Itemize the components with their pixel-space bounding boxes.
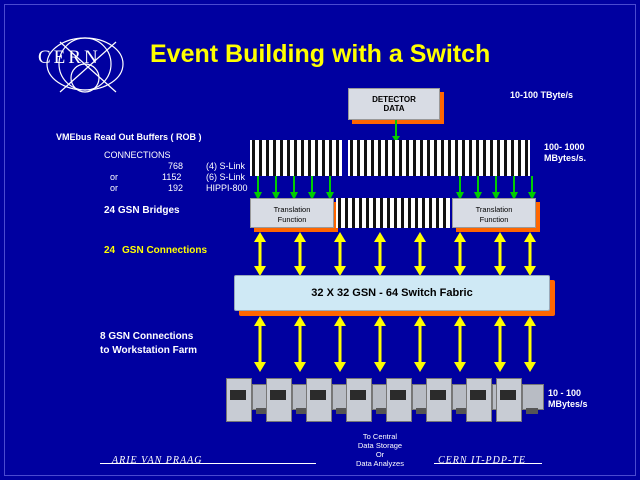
farm-label-line1: 8 GSN Connections (100, 331, 194, 342)
connections-link-1: (6) S-Link (206, 172, 246, 182)
cern-logo-icon (30, 34, 140, 104)
rob-label: VMEbus Read Out Buffers ( ROB ) (56, 132, 202, 142)
switch-to-farm-arrows (230, 312, 560, 374)
connections-title: CONNECTIONS (104, 150, 171, 160)
rob-bank-right (348, 140, 530, 176)
rate-bottom-line2: MBytes/s (548, 399, 588, 409)
translation-left-line1: Translation (273, 205, 311, 214)
translation-right-line1: Translation (475, 205, 513, 214)
workstation-8 (496, 374, 546, 422)
central-storage-line-3: Or (375, 450, 385, 459)
rate-mid-line2: MBytes/s. (544, 153, 587, 163)
footer-org: CERN IT-PDP-TE (438, 455, 526, 466)
detector-box-line1: DETECTOR (372, 95, 416, 104)
rate-bottom-line1: 10 - 100 (548, 388, 582, 398)
central-storage-line-1: To Central (362, 432, 398, 441)
translation-to-switch-arrows (230, 230, 560, 278)
central-storage-caption (330, 432, 430, 468)
rate-mid-line1: 100- 1000 (544, 142, 585, 152)
translation-right-line2: Function (479, 215, 509, 224)
connections-link-2: HIPPI-800 (206, 183, 248, 193)
detector-data-box (348, 88, 440, 120)
cern-logo-text: CERN (38, 47, 101, 68)
gsn-connections-label: GSN Connections (122, 245, 208, 256)
footer-author: ARIE VAN PRAAG (112, 455, 203, 466)
translation-box-left (250, 198, 334, 228)
translation-left-line2: Function (277, 215, 307, 224)
translation-box-right (452, 198, 536, 228)
switch-fabric-box: 32 X 32 GSN - 64 Switch Fabric (234, 275, 550, 311)
page-title: Event Building with a Switch (150, 40, 491, 68)
connections-count-0: 768 (168, 161, 184, 171)
connections-prefix-2: or (110, 183, 119, 193)
middle-stripe-band (336, 198, 450, 228)
gsn-connections-count: 24 (104, 245, 116, 256)
detector-to-rob-arrows (246, 120, 546, 142)
connections-count-1: 1152 (162, 172, 182, 182)
connections-prefix-1: or (110, 172, 119, 182)
gsn-bridges-label: 24 GSN Bridges (104, 205, 180, 216)
central-storage-line-4: Data Analyzes (356, 459, 404, 468)
central-storage-line-2: Data Storage (357, 441, 403, 450)
connections-count-2: 192 (168, 183, 184, 193)
connections-link-0: (4) S-Link (206, 161, 246, 171)
rob-bank-left (250, 140, 342, 176)
detector-box-line2: DATA (383, 104, 405, 113)
farm-label-line2: to Workstation Farm (100, 345, 198, 356)
rate-top-label: 10-100 TByte/s (510, 90, 574, 100)
